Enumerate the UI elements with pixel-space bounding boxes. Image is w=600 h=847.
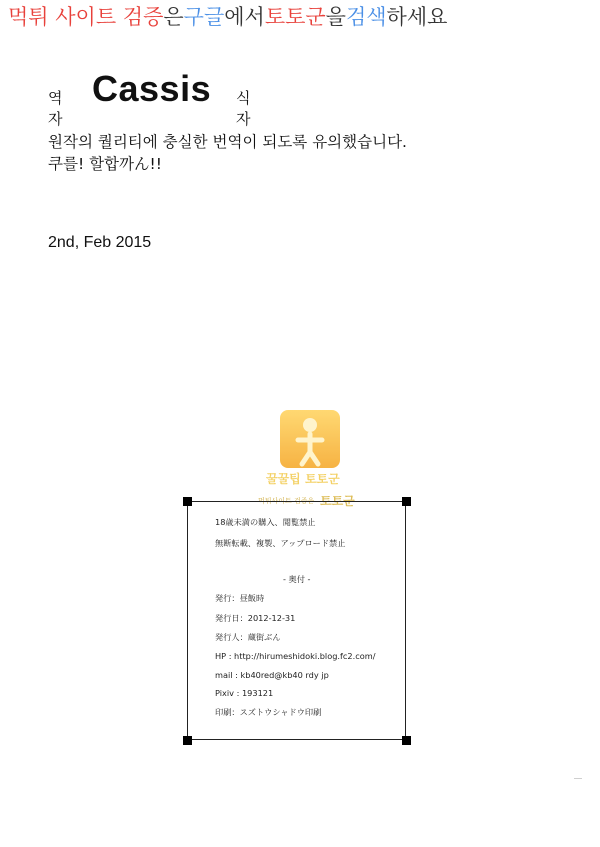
selection-handle-top-left[interactable] xyxy=(183,497,192,506)
banner-part: 을 xyxy=(325,5,346,29)
colophon-box xyxy=(187,501,406,740)
selection-handle-bottom-right[interactable] xyxy=(402,736,411,745)
release-date: 2nd, Feb 2015 xyxy=(48,234,152,251)
banner-part: 검색 xyxy=(345,5,387,29)
selection-handle-top-right[interactable] xyxy=(402,497,411,506)
person-icon xyxy=(280,410,340,468)
selection-handle-bottom-left[interactable] xyxy=(183,736,192,745)
colophon-mail: mail : kb40red@kb40 rdy jp xyxy=(215,670,329,680)
colophon-author: 発行人：蔵街ぶん xyxy=(215,632,281,642)
colophon-heading: - 奥付 - xyxy=(283,574,311,584)
colophon-publisher: 発行：昼飯時 xyxy=(215,593,265,603)
translator-name: Cassis xyxy=(92,68,212,109)
banner-part: 은 xyxy=(163,5,184,29)
colophon-homepage: HP : http://hirumeshidoki.blog.fc2.com/ xyxy=(215,651,376,661)
watermark-brand: 토토군 xyxy=(320,494,355,508)
colophon-pixiv: Pixiv : 193121 xyxy=(215,688,274,698)
watermark-text: 꿀꿀팁 토토군 xyxy=(266,472,340,486)
banner-part: 하세요 xyxy=(386,5,448,29)
colophon-printer: 印刷：スズトウシャドウ印刷 xyxy=(215,707,322,717)
colophon-warning-copy: 無断転載、複製、アップロード禁止 xyxy=(215,538,346,548)
banner-part: 토토군 xyxy=(264,5,326,29)
translation-note-line2: 쿠를! 할합까ん!! xyxy=(48,155,162,173)
banner-part: 구글 xyxy=(183,5,225,29)
translation-note-line1: 원작의 퀄리티에 충실한 번역이 되도록 유의했습니다. xyxy=(48,133,407,151)
colophon-warning-age: 18歳未満の購入、閲覧禁止 xyxy=(215,517,316,527)
ad-banner[interactable] xyxy=(0,2,600,32)
banner-part: 먹튀 사이트 검증 xyxy=(8,5,164,29)
translator-label: 역자 xyxy=(48,89,63,128)
typesetter-label: 식자 xyxy=(236,89,251,128)
watermark-subtext: 먹튀사이트 검증은 xyxy=(258,497,315,505)
page-mark xyxy=(574,778,582,779)
colophon-date: 発行日：2012-12-31 xyxy=(215,613,296,623)
banner-part: 에서 xyxy=(224,5,265,29)
